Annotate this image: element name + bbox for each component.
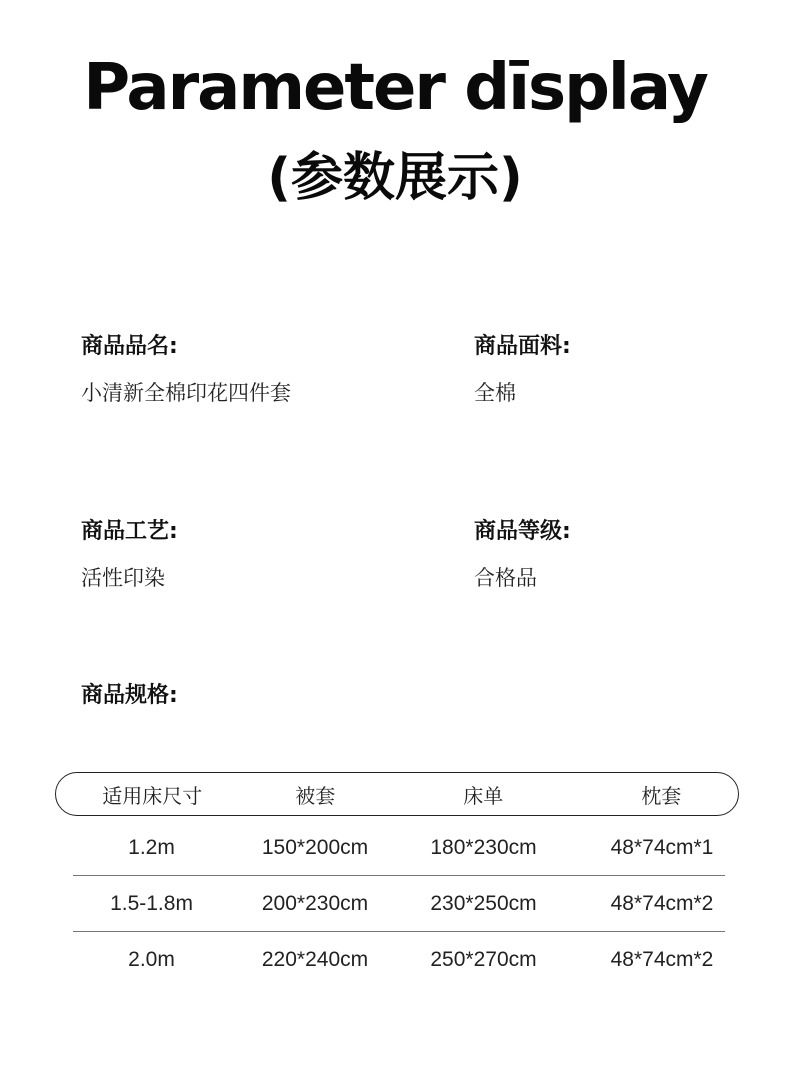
table-cell: 48*74cm*2 — [610, 891, 714, 915]
param-label: 商品规格: — [81, 683, 178, 708]
param-product-name — [81, 332, 291, 408]
table-cell: 200*230cm — [261, 891, 369, 915]
table-cell: 48*74cm*2 — [610, 947, 714, 971]
table-body — [55, 820, 739, 987]
page-title: Parameter dīsplay — [83, 51, 707, 125]
table-cell: 230*250cm — [430, 891, 537, 915]
param-grade — [474, 517, 571, 593]
table-cell: 1.5-1.8m — [110, 891, 193, 915]
header-bed-size: 适用床尺寸 — [102, 783, 203, 808]
param-value: 活性印染 — [81, 566, 165, 590]
param-spec — [81, 681, 178, 711]
table-header — [55, 772, 739, 816]
param-label: 商品等级: — [474, 519, 571, 544]
table-cell: 48*74cm*1 — [610, 835, 714, 859]
table-cell: 250*270cm — [430, 947, 537, 971]
table-cell: 180*230cm — [430, 835, 537, 859]
spec-table — [55, 772, 739, 987]
header-duvet-cover: 被套 — [295, 783, 336, 808]
table-row — [55, 820, 739, 875]
param-value: 合格品 — [474, 566, 537, 590]
table-cell: 220*240cm — [261, 947, 369, 971]
param-craft — [81, 517, 178, 593]
table-cell: 1.2m — [128, 835, 175, 859]
param-label: 商品工艺: — [81, 519, 178, 544]
table-cell: 150*200cm — [261, 835, 369, 859]
header-bed-sheet: 床单 — [463, 783, 504, 808]
param-value: 全棉 — [474, 381, 516, 405]
header-pillowcase: 枕套 — [641, 783, 682, 808]
table-row — [55, 876, 739, 931]
page-subtitle: (参数展示) — [267, 148, 523, 208]
param-label: 商品品名: — [81, 334, 178, 359]
param-material — [474, 332, 571, 408]
param-value: 小清新全棉印花四件套 — [81, 381, 291, 405]
table-cell: 2.0m — [128, 947, 175, 971]
table-row — [55, 932, 739, 987]
param-label: 商品面料: — [474, 334, 571, 359]
